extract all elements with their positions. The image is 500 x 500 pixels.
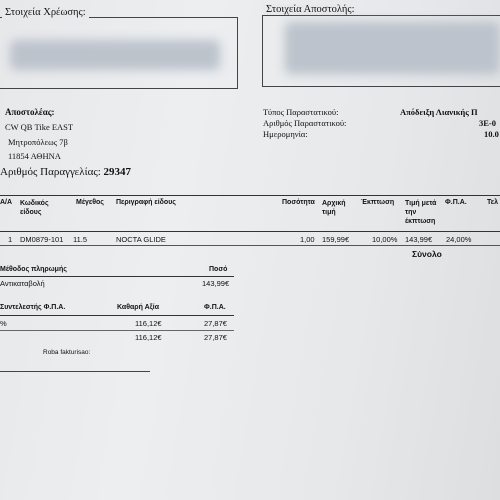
- footer-label: Roba fakturisao:: [43, 349, 91, 356]
- vat-net-header: Καθαρή Αξία: [117, 304, 159, 311]
- sender-city: 11854 ΑΘΗΝΑ: [8, 151, 61, 161]
- col-header-code: Κωδικός είδους: [20, 200, 49, 216]
- col-header-description: Περιγραφή είδους: [116, 199, 176, 206]
- doc-number-value: 3Ε-0: [479, 118, 496, 128]
- items-table-bottom-border: [0, 245, 500, 246]
- doc-date-value: 10.0: [484, 129, 499, 139]
- shipping-title: Στοιχεία Αποστολής:: [263, 4, 358, 15]
- row-vat: 24,00%: [446, 235, 472, 244]
- sum-label: Σύνολο: [412, 249, 442, 259]
- billing-redaction: [10, 40, 220, 70]
- vat-total-vat: 27,87€: [204, 333, 227, 342]
- vat-value-header: Φ.Π.Α.: [204, 304, 226, 311]
- doc-type-label: Τύπος Παραστατικού:: [263, 107, 339, 117]
- payment-header-border: [0, 276, 234, 277]
- payment-table: [0, 262, 234, 292]
- row-discount: 10,00%: [372, 235, 398, 244]
- vat-row-net: 116,12€: [135, 319, 162, 328]
- col-header-quantity: Ποσότητα: [282, 199, 315, 206]
- payment-method-header: Μέθοδος πληρωμής: [0, 266, 67, 273]
- row-initial-price: 159,99€: [322, 235, 350, 244]
- row-aa: 1: [8, 235, 13, 244]
- sender-company: CW QB Tike EAST: [5, 122, 74, 132]
- shipping-redaction: [285, 22, 500, 74]
- row-price-after-discount: 143,99€: [405, 235, 433, 244]
- row-code: DM0879-101: [20, 235, 64, 244]
- signature-line: [0, 371, 150, 372]
- vat-total-net: 116,12€: [135, 333, 162, 342]
- row-quantity: 1,00: [300, 235, 315, 244]
- payment-amount-value: 143,99€: [202, 279, 230, 288]
- vat-table: [0, 302, 234, 347]
- vat-row-border: [0, 330, 234, 331]
- order-number-line: [0, 166, 131, 178]
- col-header-price-after-discount: Τιμή μετά την έκπτωση: [405, 200, 437, 225]
- sender-label: Αποστολέας:: [5, 107, 55, 117]
- items-table-top-border: [0, 195, 500, 196]
- col-header-discount: Έκπτωση: [361, 199, 395, 206]
- payment-amount-header: Ποσό: [209, 266, 228, 273]
- col-header-initial-price: Αρχική τιμή: [322, 200, 346, 216]
- billing-title: Στοιχεία Χρέωσης:: [2, 7, 89, 18]
- vat-row-coef: %: [0, 319, 7, 328]
- items-table-header-border: [0, 231, 500, 232]
- vat-row-vat: 27,87€: [204, 319, 227, 328]
- vat-coef-header: Συντελεστής Φ.Π.Α.: [0, 304, 66, 311]
- doc-number-label: Αριθμός Παραστατικού:: [263, 118, 347, 128]
- col-header-size: Μέγεθος: [76, 199, 104, 206]
- order-number-label: Αριθμός Παραγγελίας:: [0, 166, 101, 178]
- col-header-vat: Φ.Π.Α.: [445, 199, 467, 206]
- vat-header-border: [0, 315, 234, 316]
- col-header-aa: Α/Α: [0, 199, 13, 206]
- items-table: [0, 195, 500, 250]
- col-header-total: Τελ: [487, 199, 498, 206]
- order-number-value: 29347: [103, 166, 131, 178]
- payment-method-value: Αντικαταβολή: [0, 279, 45, 288]
- sender-street: Μητροπόλεως 7β: [8, 137, 68, 147]
- row-size: 11.5: [73, 235, 88, 244]
- doc-type-value: Απόδειξη Λιανικής Π: [400, 107, 478, 117]
- row-description: NOCTA GLIDE: [116, 235, 166, 244]
- doc-date-label: Ημερομηνία:: [263, 129, 308, 139]
